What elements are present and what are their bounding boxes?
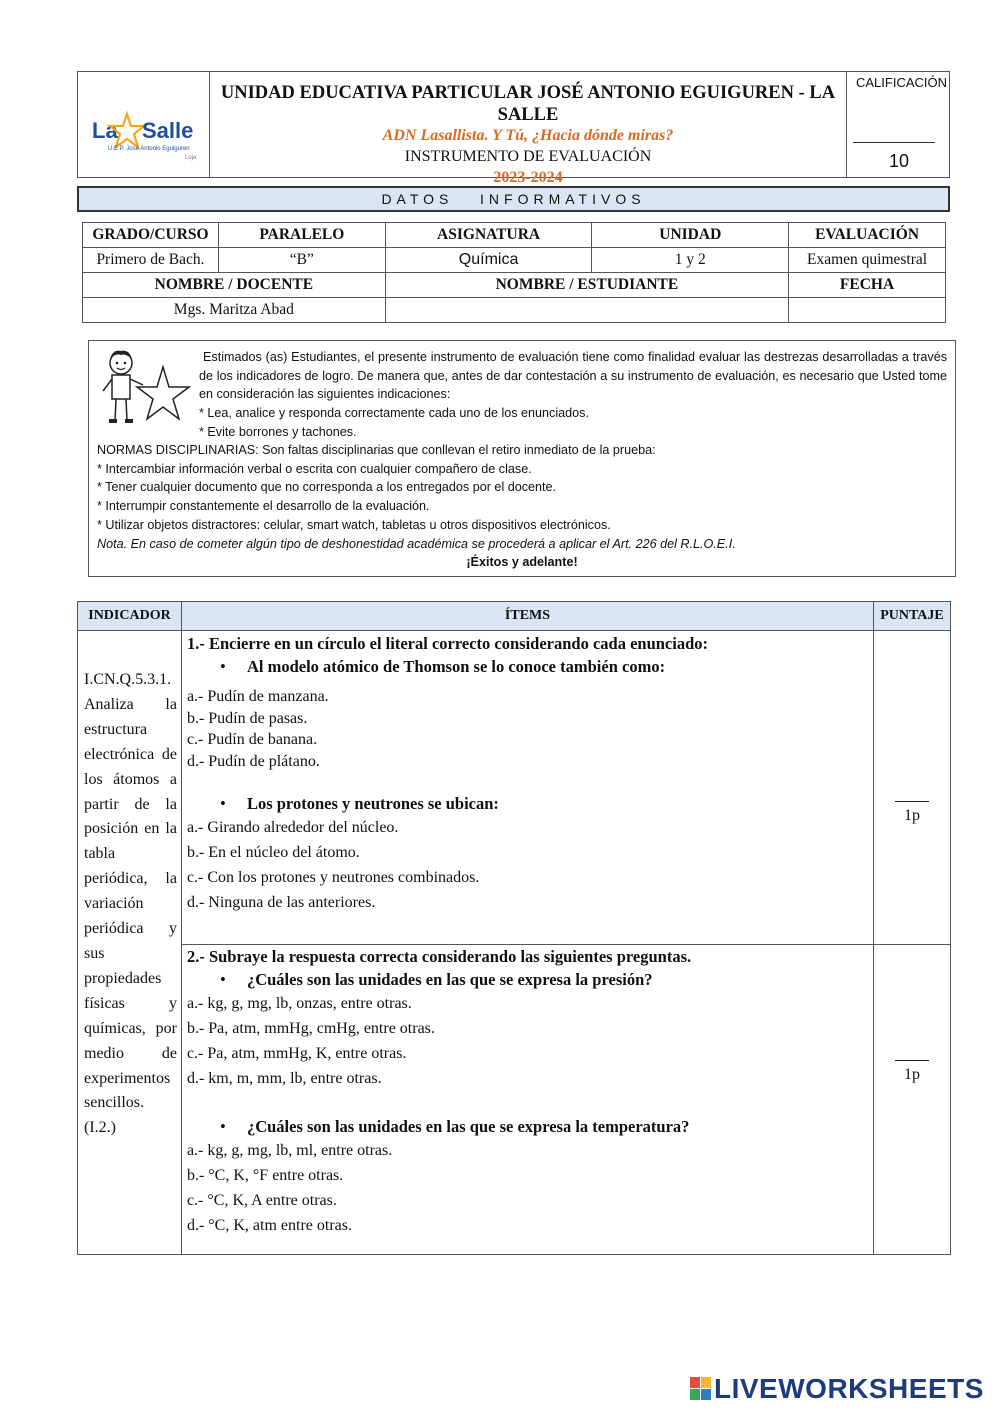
disciplinary-rules [97, 441, 947, 572]
header-estudiante: NOMBRE / ESTUDIANTE [385, 273, 788, 298]
question-2-subquestion-1: • ¿Cuáles son las unidades en las que se expresa la presión? [187, 968, 873, 991]
header-unidad: UNIDAD [592, 223, 789, 248]
question-1-subquestion-1: • Al modelo atómico de Thomson se lo conoce también como: [187, 655, 873, 678]
value-grado: Primero de Bach. [83, 248, 219, 273]
question-1-title: 1.- Encierre en un círculo el literal correcto considerando cada enunciado: [186, 634, 709, 653]
header-grado: GRADO/CURSO [83, 223, 219, 248]
option[interactable]: a.- Pudín de manzana. [186, 688, 329, 705]
option[interactable]: b.- En el núcleo del átomo. [186, 844, 360, 861]
value-docente: Mgs. Maritza Abad [83, 298, 386, 323]
question-1 [181, 631, 873, 945]
liveworksheets-logo-icon [690, 1377, 712, 1401]
question-2-title: 2.- Subraye la respuesta correcta considerando las siguientes preguntas. [186, 947, 692, 966]
option[interactable]: c.- °C, K, A entre otras. [186, 1192, 337, 1209]
rules-note: Nota. En caso de cometer algún tipo de deshonestidad académica se procederá a aplicar el Art. 226 del R.L.O.E.I. [97, 536, 736, 551]
instruction-read: * Lea, analice y responda correctamente cada uno de los enunciados. [199, 406, 589, 421]
logo-subtitle: U.E.P. José Antonio Eguiguren [108, 146, 190, 152]
score-cell-1 [874, 631, 951, 945]
school-year: 2023-2024 [493, 169, 563, 186]
option[interactable]: b.- Pudín de pasas. [186, 709, 308, 727]
question-2 [181, 945, 873, 1255]
instrument-title: INSTRUMENTO DE EVALUACIÓN [404, 148, 652, 165]
value-paralelo: “B” [218, 248, 385, 273]
instructions-intro: Estimados (as) Estudiantes, el presente instrumento de evaluación tiene como finalidad evaluar las destrezas desarrolladas a través de los indicadores de logro. De manera que, antes de dar contestación a su instrumento de evaluación, es necesario que Usted tome en consideración las siguientes indicaciones: [199, 350, 947, 402]
rules-title: NORMAS DISCIPLINARIAS: Son faltas disciplinarias que conllevan el retiro inmediato de la prueba: [97, 443, 656, 457]
questions-table [77, 601, 951, 1255]
logo-cell [78, 72, 210, 177]
info-table [82, 222, 946, 323]
rule-item: * Interrumpir constantemente el desarrollo de la evaluación. [97, 499, 430, 514]
header-block [77, 71, 950, 186]
value-evaluacion: Examen quimestral [789, 248, 946, 273]
grade-label: CALIFICACIÓN [856, 75, 948, 90]
svg-text:Salle: Salle [142, 118, 194, 143]
student-name-field[interactable] [385, 298, 788, 323]
instruction-avoid: * Evite borrones y tachones. [199, 424, 357, 439]
header-paralelo: PARALELO [218, 223, 385, 248]
score-input-line[interactable] [895, 1060, 929, 1061]
success-message: ¡Éxitos y adelante! [466, 555, 578, 570]
grade-value[interactable]: 10 [889, 151, 910, 171]
date-field[interactable] [789, 298, 946, 323]
liveworksheets-watermark [690, 1373, 984, 1405]
rule-item: * Utilizar objetos distractores: celular, smart watch, tabletas u otros dispositivos electrónicos. [97, 517, 611, 532]
header-indicador: INDICADOR [78, 602, 182, 631]
header-puntaje: PUNTAJE [874, 602, 951, 631]
datos-informativos-bar: DATOS INFORMATIVOS [77, 186, 950, 212]
rule-item: * Tener cualquier documento que no corresponda a los entregados por el docente. [97, 480, 557, 495]
option[interactable]: a.- kg, g, mg, lb, onzas, entre otras. [186, 995, 412, 1012]
header-items: ÍTEMS [181, 602, 873, 631]
score-value: 1p [904, 807, 920, 824]
school-motto: ADN Lasallista. Y Tú, ¿Hacia dónde miras? [382, 127, 674, 144]
value-unidad: 1 y 2 [592, 248, 789, 273]
score-value: 1p [904, 1066, 920, 1083]
svg-text:La: La [92, 118, 118, 143]
option[interactable]: b.- Pa, atm, mmHg, cmHg, entre otras. [186, 1020, 435, 1037]
title-cell [210, 72, 846, 186]
option[interactable]: d.- °C, K, atm entre otras. [186, 1217, 352, 1234]
score-input-line[interactable] [895, 801, 929, 802]
option[interactable]: c.- Pudín de banana. [186, 731, 318, 748]
option[interactable]: d.- km, m, mm, lb, entre otras. [186, 1070, 382, 1087]
instructions-box [88, 340, 956, 577]
question-2-subquestion-2: • ¿Cuáles son las unidades en las que se expresa la temperatura? [187, 1115, 873, 1138]
option[interactable]: b.- °C, K, °F entre otras. [186, 1167, 344, 1184]
option[interactable]: a.- kg, g, mg, lb, ml, entre otras. [186, 1142, 393, 1159]
header-asignatura: ASIGNATURA [385, 223, 592, 248]
instructions-intro-block [199, 348, 947, 442]
header-evaluacion: EVALUACIÓN [789, 223, 946, 248]
score-cell-2 [874, 945, 951, 1255]
school-name: UNIDAD EDUCATIVA PARTICULAR JOSÉ ANTONIO EGUIGUREN - LA SALLE [220, 83, 836, 125]
option[interactable]: c.- Pa, atm, mmHg, K, entre otras. [186, 1045, 407, 1062]
question-1-subquestion-2: • Los protones y neutrones se ubican: [187, 792, 873, 815]
watermark-text: LIVEWORKSHEETS [714, 1373, 984, 1404]
option[interactable]: c.- Con los protones y neutrones combinados. [186, 869, 480, 886]
indicator-cell [78, 631, 182, 1255]
grade-cell [846, 72, 949, 177]
option[interactable]: a.- Girando alrededor del núcleo. [186, 819, 399, 836]
rule-item: * Intercambiar información verbal o escrita con cualquier compañero de clase. [97, 461, 532, 476]
boy-with-star-icon [95, 345, 191, 431]
value-asignatura: Química [385, 248, 592, 273]
indicator-text: I.CN.Q.5.3.1. Analiza la estructura electrónica de los átomos a partir de la posición en la tabla periódica, la variación periódica y sus propiedades físicas y químicas, por medio de experimentos sencillos. (I.2.) [84, 671, 177, 1137]
la-salle-logo [90, 104, 200, 166]
option[interactable]: d.- Ninguna de las anteriores. [186, 894, 376, 911]
grade-line [853, 142, 935, 143]
header-docente: NOMBRE / DOCENTE [83, 273, 386, 298]
header-fecha: FECHA [789, 273, 946, 298]
option[interactable]: d.- Pudín de plátano. [186, 752, 320, 770]
logo-city: Loja [185, 155, 197, 161]
